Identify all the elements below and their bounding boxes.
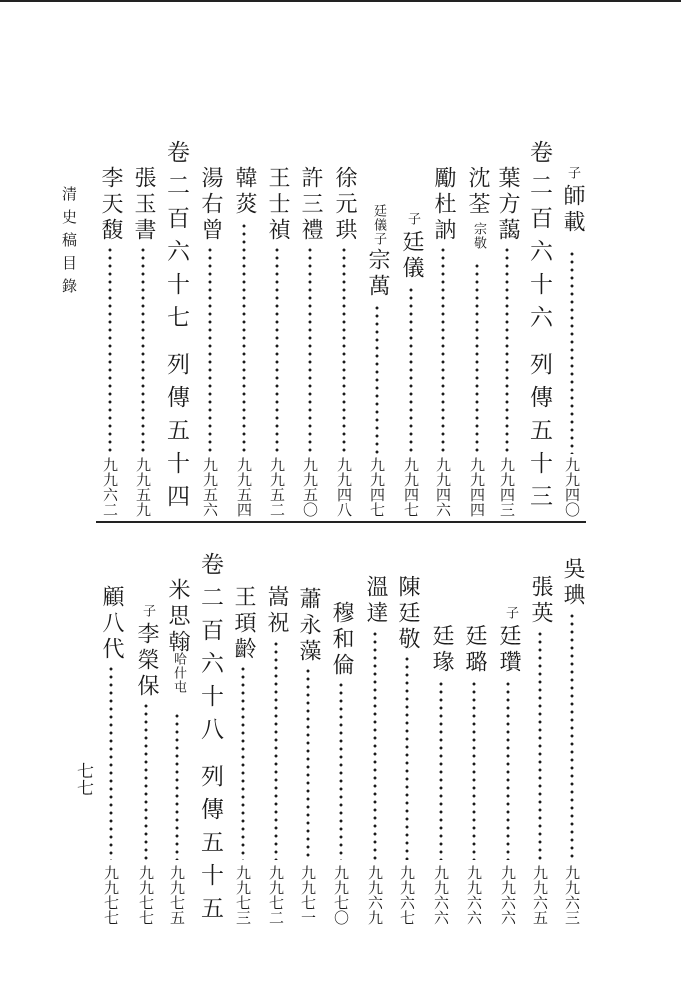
leader-dots <box>144 702 148 860</box>
entry-name: 葉方藹 <box>495 166 520 244</box>
leader-dots <box>409 286 413 454</box>
entry-page: 九九六七 <box>398 865 416 925</box>
entry-name: 顧八代 <box>99 585 124 663</box>
leader-dots <box>108 246 112 454</box>
entry-name: 張玉書 <box>131 166 156 244</box>
entry-name: 師載 <box>560 184 585 236</box>
chapter-volume: 卷二百六十六 <box>526 140 552 338</box>
leader-dots <box>241 665 245 860</box>
entry-page: 九九六九 <box>366 865 384 925</box>
entry-page: 九九四七 <box>368 457 386 517</box>
leader-dots <box>339 681 343 860</box>
entry-page: 九九四七 <box>402 457 420 517</box>
entry-tag: 子 <box>405 212 420 226</box>
leader-dots <box>538 630 542 860</box>
entry-page: 九九七二 <box>267 865 285 925</box>
chapter-heading <box>198 552 221 929</box>
leader-dots <box>342 246 346 454</box>
entry-page: 九九七七 <box>102 865 120 925</box>
running-title: 清史稿目錄 <box>60 186 78 301</box>
entry-tag: 子 <box>503 606 518 620</box>
leader-dots <box>405 655 409 860</box>
entry-page: 九九五九 <box>134 457 152 517</box>
entry-page: 九九七〇 <box>332 865 350 925</box>
entry-note: 哈什屯 <box>171 652 186 694</box>
entry-tag: 子 <box>565 166 580 180</box>
entry-page: 九九四〇 <box>563 457 581 517</box>
entry-page: 九九四八 <box>335 457 353 517</box>
page-number: 七七 <box>73 762 93 796</box>
entry-name: 吳琠 <box>560 557 585 609</box>
entry-tag: 子 <box>140 604 155 618</box>
leader-dots <box>505 246 509 454</box>
leader-dots <box>475 262 479 454</box>
entry-name: 穆和倫 <box>329 601 354 679</box>
entry-name: 王頊齡 <box>231 585 256 663</box>
leader-dots <box>175 712 179 860</box>
entry-name: 蕭永藻 <box>296 587 321 665</box>
chapter-biography: 列傳五十三 <box>526 352 552 517</box>
leader-dots <box>570 250 574 454</box>
entry-page: 九九五六 <box>201 457 219 517</box>
entry-page: 九九七五 <box>168 865 186 925</box>
entry-name: 沈荃 <box>465 166 490 218</box>
entry-page: 九九七三 <box>234 865 252 925</box>
entry-name: 米思翰 <box>165 578 190 656</box>
leader-dots <box>570 612 574 860</box>
leader-dots <box>375 304 379 454</box>
leader-dots <box>242 222 246 454</box>
entry-name: 廷儀 <box>399 230 424 282</box>
entry-note: 廷儀子 <box>371 204 386 246</box>
leader-dots <box>373 630 377 860</box>
entry-page: 九九六六 <box>499 865 517 925</box>
entry-page: 九九四六 <box>434 457 452 517</box>
leader-dots <box>439 680 443 860</box>
entry-name: 溫達 <box>363 575 388 627</box>
entry-page: 九九七一 <box>299 865 317 925</box>
entry-page: 九九七七 <box>137 865 155 925</box>
entry-page: 九九六六 <box>432 865 450 925</box>
entry-page: 九九五四 <box>235 457 253 517</box>
entry-name: 陳廷敬 <box>395 575 420 653</box>
chapter-volume: 卷二百六十七 <box>163 140 189 338</box>
leader-dots <box>109 665 113 860</box>
leader-dots <box>275 246 279 454</box>
leader-dots <box>141 246 145 454</box>
entry-name: 廷瓚 <box>496 624 521 676</box>
chapter-heading <box>527 140 550 517</box>
entry-name: 王士禎 <box>265 166 290 244</box>
entry-note: 宗敬 <box>471 222 486 250</box>
entry-name: 李榮保 <box>134 622 159 700</box>
entry-name: 韓菼 <box>232 166 257 218</box>
entry-page: 九九六二 <box>101 457 119 517</box>
entry-page: 九九四三 <box>498 457 516 517</box>
entry-name: 嵩祝 <box>264 585 289 637</box>
entry-name: 宗萬 <box>365 248 390 300</box>
entry-name: 廷璐 <box>462 624 487 676</box>
entry-page: 九九六六 <box>465 865 483 925</box>
entry-page: 九九五〇 <box>301 457 319 517</box>
entry-name: 湯右曾 <box>198 166 223 244</box>
entry-name: 徐元珙 <box>332 166 357 244</box>
entry-page: 九九五二 <box>268 457 286 517</box>
entry-name: 廷瑑 <box>429 624 454 676</box>
entry-name: 勵杜訥 <box>431 166 456 244</box>
chapter-heading <box>164 140 187 517</box>
entry-name: 李天馥 <box>98 166 123 244</box>
chapter-biography: 列傳五十五 <box>197 764 223 929</box>
entry-page: 九九六三 <box>563 865 581 925</box>
section-divider <box>96 521 586 523</box>
leader-dots <box>472 680 476 860</box>
chapter-volume: 卷二百六十八 <box>197 552 223 750</box>
entry-name: 張英 <box>528 575 553 627</box>
leader-dots <box>441 246 445 454</box>
top-border <box>0 0 681 2</box>
entry-page: 九九六五 <box>531 865 549 925</box>
entry-page: 九九四四 <box>468 457 486 517</box>
leader-dots <box>506 680 510 860</box>
leader-dots <box>274 640 278 860</box>
leader-dots <box>208 246 212 454</box>
chapter-biography: 列傳五十四 <box>163 352 189 517</box>
entry-name: 許三禮 <box>298 166 323 244</box>
leader-dots <box>306 667 310 860</box>
leader-dots <box>308 246 312 454</box>
